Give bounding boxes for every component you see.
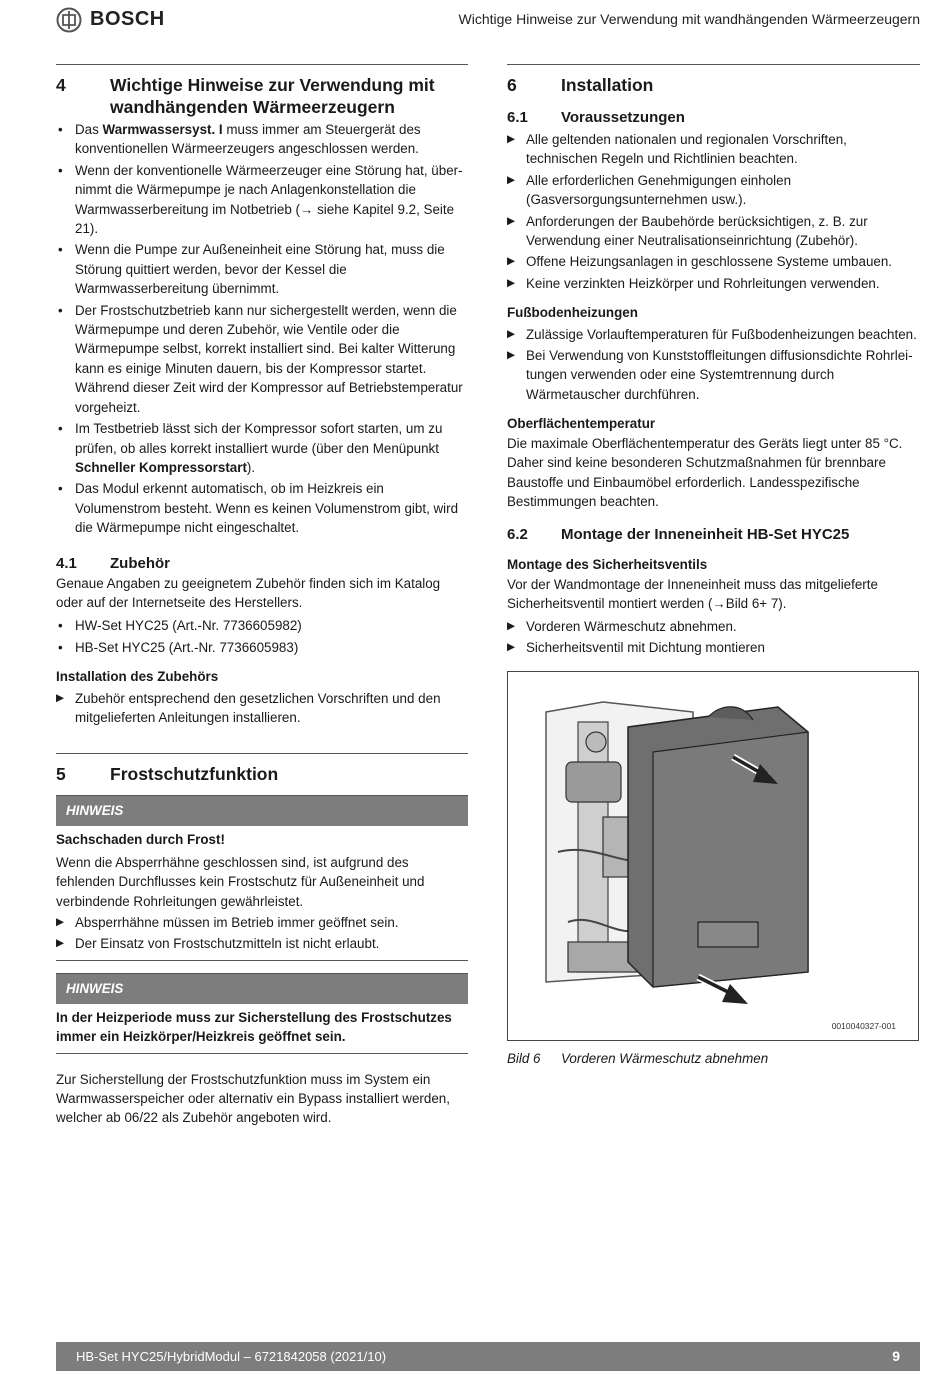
figure-caption-text: Vorderen Wärmeschutz abnehmen (561, 1051, 769, 1067)
notice-title: In der Heizperiode muss zur Sicherstellung des Frostschutzes immer ein Heizkörper/Heizkreis geöffnet sein. (56, 1009, 452, 1045)
notice-title: Sachschaden durch Frost! (56, 832, 225, 848)
right-column (507, 64, 920, 1069)
text: Das (75, 122, 103, 137)
ui-term: Schneller Kompressorstart (75, 459, 247, 475)
page-footer (56, 1342, 920, 1371)
section-title: Voraussetzungen (561, 109, 685, 126)
list-item: • Wenn der konventionelle Wärmeerzeuger eine Störung hat, übernimmt die Wärmepumpe je nach Anlagenkonstellation die Warmwasserbereitung im Notbetrieb (→ siehe Kapitel 9.2, Seite 21). (56, 161, 468, 239)
list-item: • HW-Set HYC25 (Art.-Nr. 7736605982) (56, 616, 468, 635)
step-item: ▶ Anforderungen der Baubehörde berücksichtigen, z. B. zur Verwendung einer Neutralisationseinrichtung (Zubehör). (507, 212, 920, 251)
accessory-list (56, 616, 468, 657)
notice-label: HINWEIS (56, 973, 468, 1004)
text: muss immer am Steuergerät des konventionellen Wärmeerzeugers angeschlossen werden. (75, 122, 421, 157)
notice-box (56, 795, 468, 960)
step-item: ▶ Sicherheitsventil mit Dichtung montieren (507, 638, 920, 657)
notice-box (56, 973, 468, 1054)
section-number: 4 (56, 75, 66, 95)
ui-term: Warmwassersyst. I (102, 122, 223, 137)
step-item: ▶ Der Einsatz von Frostschutzmitteln ist nicht erlaubt. (56, 934, 468, 953)
list-item: • Das Modul erkennt automatisch, ob im Heizkreis ein Volumenstrom besteht. Wenn es keinen Volumenstrom gibt, wird die Wärmepumpe nicht eingeschaltet. (56, 479, 468, 537)
section-rule (56, 64, 468, 65)
page-header (0, 0, 950, 42)
section-4-heading (56, 74, 468, 118)
brand-name: BOSCH (90, 8, 165, 31)
step-item: ▶ Bei Verwendung von Kunststoffleitungen diffusionsdichte Rohrleitungen verwenden oder eine Systemtrennung durch Wärmetauscher durchführen. (507, 346, 920, 404)
device-illustration (508, 672, 918, 1022)
figure-caption (507, 1049, 920, 1068)
list-item (56, 419, 468, 477)
subheading: Montage des Sicherheitsventils (507, 557, 708, 573)
section-5-heading (56, 763, 468, 785)
step-item: ▶ Zubehör entsprechend den gesetzlichen Vorschriften und den mitgelieferten Anleitungen installieren. (56, 689, 468, 728)
section-6-1-heading (507, 108, 920, 128)
paragraph: Vor der Wandmontage der Inneneinheit muss das mitgelieferte Sicherheitsventil montiert werden (→Bild 6+ 7). (507, 576, 878, 612)
paragraph: Die maximale Oberflächentemperatur des Geräts liegt unter 85 °C. Daher sind keine besonderen Schutzmaßnahmen für brennbare Baustoffe und Einbaumöbel erforderlich. Landesspezifische Bestimmungen beachten. (507, 435, 903, 509)
section-6-2-heading (507, 525, 920, 545)
step-item: ▶ Vorderen Wärmeschutz abnehmen. (507, 617, 920, 636)
section-title: Montage der Inneneinheit HB-Set HYC25 (561, 526, 850, 544)
list-item: • Wenn die Pumpe zur Außeneinheit eine Störung hat, muss die Störung quittiert werden, bevor der Kessel die Warmwasserbereitung übernimmt. (56, 240, 468, 298)
step-list (56, 913, 468, 954)
step-list (507, 617, 920, 658)
step-item: ▶ Alle erforderlichen Genehmigungen einholen (Gasversorgungsunternehmen usw.). (507, 171, 920, 210)
section-4-1-heading (56, 554, 468, 574)
left-column (56, 64, 468, 1128)
text: Im Testbetrieb lässt sich der Kompressor sofort starten, um zu prüfen, ob alles korrekt installiert wurde (über den Menüpunkt (75, 421, 443, 456)
step-list (507, 325, 920, 405)
section-title: Zubehör (110, 554, 170, 572)
step-item: ▶ Zulässige Vorlauftemperaturen für Fußbodenheizungen beachten. (507, 325, 920, 344)
figure-6 (507, 671, 919, 1041)
subheading: Oberflächentemperatur (507, 416, 656, 432)
section-rule (56, 753, 468, 754)
section-4-list (56, 120, 468, 538)
section-title: Frostschutzfunktion (110, 764, 279, 785)
step-list (56, 689, 468, 728)
step-list (507, 130, 920, 293)
text: ). (246, 459, 256, 475)
brand-logo (56, 7, 165, 33)
section-number: 6.1 (507, 109, 528, 126)
step-item: ▶ Absperrhähne müssen im Betrieb immer geöffnet sein. (56, 913, 468, 932)
step-item: ▶ Alle geltenden nationalen und regionalen Vorschriften, technischen Regeln und Richtlinien beachten. (507, 130, 920, 169)
section-6-heading (507, 74, 920, 96)
step-item: ▶ Offene Heizungsanlagen in geschlossene Systeme umbauen. (507, 252, 920, 271)
notice-label: HINWEIS (56, 795, 468, 826)
figure-label: Bild 6 (507, 1051, 541, 1067)
list-item (56, 120, 468, 159)
section-title: Wichtige Hinweise zur Verwendung mit wandhängenden Wärmeerzeugern (110, 75, 435, 117)
running-title: Wichtige Hinweise zur Verwendung mit wandhängenden Wärmeerzeugern (458, 11, 920, 27)
subheading: Fußbodenheizungen (507, 305, 638, 321)
step-item: ▶ Keine verzinkten Heizkörper und Rohrleitungen verwenden. (507, 274, 920, 293)
footer-doc-id: HB-Set HYC25/HybridModul – 6721842058 (2021/10) (76, 1349, 387, 1364)
section-number: 6.2 (507, 526, 528, 544)
list-item: • Der Frostschutzbetrieb kann nur sichergestellt werden, wenn die Wärmepumpe und deren Zubehör, wie Ventile oder die Wärmepumpe selbst, korrekt installiert sind. Bei kalter Witterung kann es einige Minuten dauern, bis der Kompressor startet. Während dieser Zeit wird der Kompressor auf Betriebstemperatur vorgeheizt. (56, 301, 468, 417)
paragraph: Zur Sicherstellung der Frostschutzfunktion muss im System ein Warmwasserspeicher oder alternativ ein Bypass installiert werden, welcher ab 06/22 als Zubehör angeboten wird. (56, 1071, 450, 1126)
paragraph: Genaue Angaben zu geeignetem Zubehör finden sich im Katalog oder auf der Internetseite des Herstellers. (56, 575, 441, 610)
section-rule (507, 64, 920, 65)
figure-code: 0010040327-001 (831, 1020, 896, 1031)
section-title: Installation (561, 75, 654, 95)
list-item: • HB-Set HYC25 (Art.-Nr. 7736605983) (56, 638, 468, 657)
section-number: 4.1 (56, 554, 77, 572)
section-number: 6 (507, 75, 517, 95)
bosch-armature-icon (56, 7, 82, 33)
page-number: 9 (892, 1348, 900, 1364)
subheading: Installation des Zubehörs (56, 669, 219, 685)
section-number: 5 (56, 764, 66, 785)
notice-text: Wenn die Absperrhähne geschlossen sind, ist aufgrund des fehlenden Durchflusses kein Frostschutz für Außeneinheit und verbindende Rohrleitungen gewährleistet. (56, 854, 425, 909)
